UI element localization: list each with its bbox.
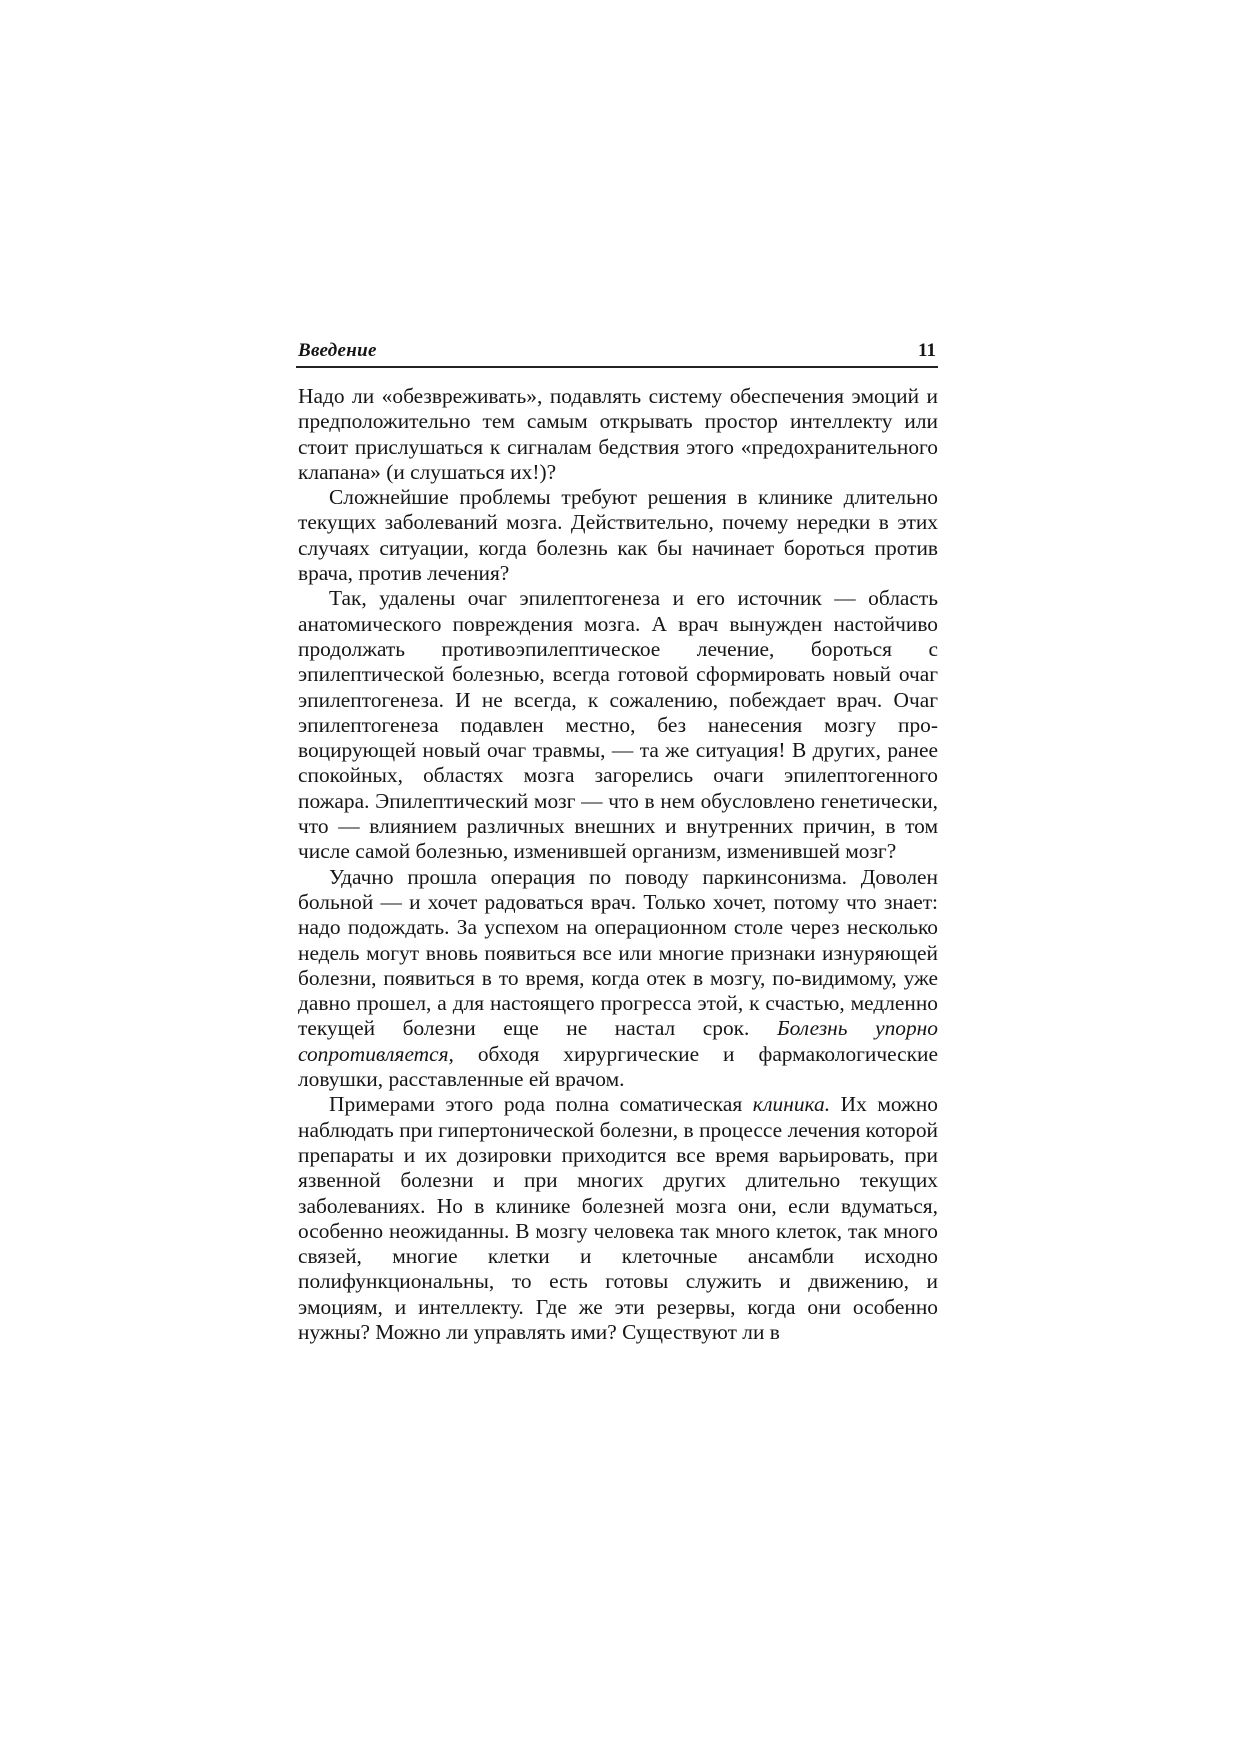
paragraph-4 (298, 865, 938, 1093)
paragraph-5-italic: клиника. (752, 1092, 831, 1117)
paragraph-1: Надо ли «обезвреживать», подавлять систему обеспечения эмоций и предположительно тем самым открывать простор интеллекту или стоит прислушаться к сигналам бедствия этого «предохранительного клапана» (и слушаться их!)? (298, 384, 938, 484)
body-text (298, 384, 938, 1345)
paragraph-5 (298, 1092, 938, 1345)
paragraph-4-italic: Болезнь упорно сопротивляется, (298, 1016, 938, 1066)
paragraph-4-end: обходя хирургические и фармакологические ловушки, расставленные ей врачом. (298, 1041, 938, 1092)
paragraph-5-end: Их можно наблюдать при гипертонической болезни, в процессе лечения которой препараты и их дозировки приходится все время варьировать, при язвенной болезни и при многих других длительно текущих заболеваниях. Но в клинике болезней мозга они, если вдуматься, особенно неожиданны. В мозгу человека так много клеток, так много связей, многие клетки и клеточные ансамбли исходно полифункциональны, то есть готовы служить и движению, и эмоциям, и интеллекту. Где же эти резервы, когда они особенно нужны? Можно ли управлять ими? Существуют ли в (298, 1092, 938, 1344)
page-number: 11 (918, 340, 936, 361)
running-head (296, 332, 938, 368)
paragraph-3: Так, удалены очаг эпилептогенеза и его источник — область анатомического повреждения мозга. А врач вынужден настойчиво продолжать противоэпилептическое лечение, бороться с эпилептической болезнью, всегда готовой сформировать новый очаг эпилептогенеза. И не всегда, к сожалению, побеждает врач. Очаг эпилептогенеза подавлен местно, без нанесения мозгу провоцирующей новый очаг травмы, — та же ситуация! В других, ранее спокойных, областях мозга загорелись очаги эпилептогенного пожара. Эпилептический мозг — что в нем обусловлено генетически, что — влиянием различных внешних и внутренних причин, в том числе самой болезнью, изменившей организм, изменившей мозг? (298, 586, 938, 864)
running-title: Введение (298, 340, 377, 361)
paragraph-5-start: Примерами этого рода полна соматическая (329, 1092, 753, 1117)
paragraph-4-text: Удачно прошла операция по поводу паркинсонизма. Доволен больной — и хочет радоваться врач. Только хочет, потому что знает: надо подождать. За успехом на операционном столе через несколько недель могут вновь появиться все или многие признаки изнуряющей болезни, появиться в то время, когда отек в мозгу, по-видимому, уже давно прошел, а для настоящего прогресса этой, к счастью, медленно текущей болезни еще не настал срок. (298, 864, 938, 1041)
paragraph-2: Сложнейшие проблемы требуют решения в клинике длительно текущих заболеваний мозга. Действительно, почему нередки в этих случаях ситуации, когда болезнь как бы начинает бороться против врача, против лечения? (298, 485, 938, 586)
